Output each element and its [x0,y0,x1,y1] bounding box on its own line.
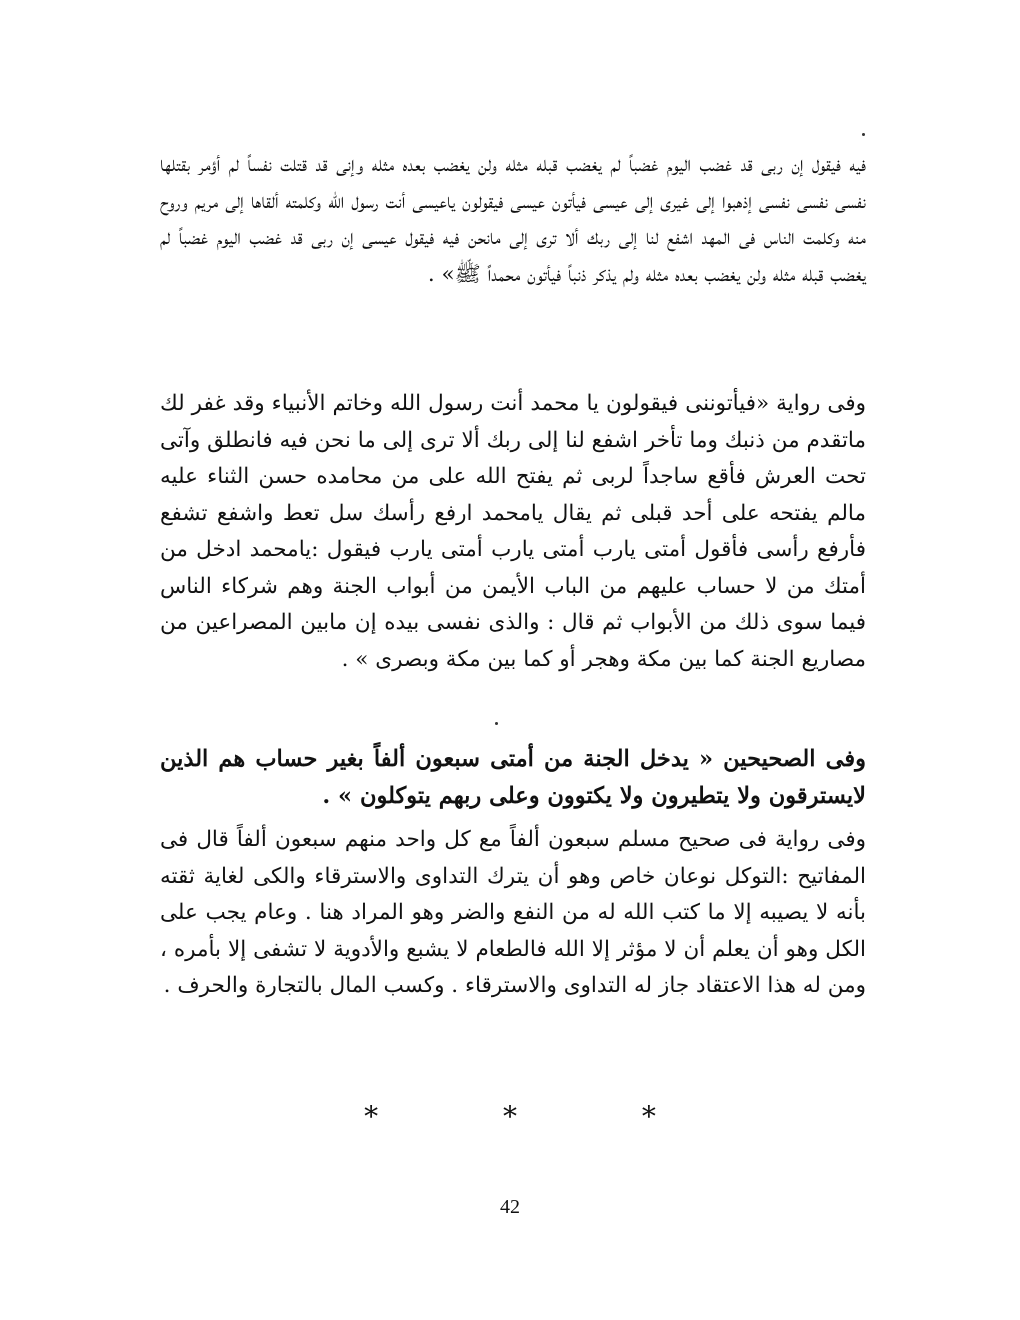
paragraph-1: فيه فيقول إن ربى قد غضب اليوم غضباً لم يغضب قبله مثله ولن يغضب بعده مثله وإنى قد قتلت نفساً لم أؤمر بقتلها نفسى نفسى نفسى إذهبوا إلى غيرى إلى عيسى فيأتون عيسى فيقولون ياعيسى أنت رسول الله وكلمته ألقاها إلى مريم وروح منه وكلمت الناس فى المهد اشفع لنا إلى ربك ألا ترى إلى مانحن فيه فيقول عيسى إن ربى قد غضب اليوم غضباً لم يغضب قبله مثله ولن يغضب بعده مثله ولم يذكر ذنباً فيأتون محمداً ﷺ» . [160,152,866,287]
paragraph-3-hadith-bold: وفى الصحيحين « يدخل الجنة من أمتى سبعون ألفاً بغير حساب هم الذين لايسترقون ولا يتطيرون ولا يكتوون وعلى ربهم يتوكلون » . [160,746,866,809]
scan-dot-mark [495,722,498,725]
paragraph-2: وفى رواية «فيأتوننى فيقولون يا محمد أنت رسول الله وخاتم الأنبياء وقد غفر لك ماتقدم من ذنبك وما تأخر اشفع لنا إلى ربك ألا ترى إلى ما نحن فيه فانطلق وآتى تحت العرش فأقع ساجداً لربى ثم يفتح الله على من محامده حسن الثناء عليه مالم يفتحه على أحد قبلى ثم يقال يامحمد ارفع رأسك سل تعط واشفع تشفع فأرفع رأسى فأقول أمتى يارب أمتى يارب أمتى يارب فيقول :يامحمد ادخل من أمتك من لا حساب عليهم من الباب الأيمن من أبواب الجنة وهم شركاء الناس فيما سوى ذلك من الأبواب ثم قال : والذى نفسى بيده إن مابين المصراعين من مصاريع الجنة كما بين مكة وهجر أو كما بين مكة وبصرى » . [160,391,867,672]
section-separator-stars: * * * [364,1100,714,1133]
paragraph-4: وفى رواية فى صحيح مسلم سبعون ألفاً مع كل واحد منهم سبعون ألفاً قال فى المفاتيح :التوكل نوعان خاص وهو أن يترك التداوى والاسترقاء والكى لغاية ثقته بأنه لا يصيبه إلا ما كتب الله له من النفع والضر وهو المراد هنا . وعام يجب على الكل وهو أن يعلم أن لا مؤثر إلا الله فالطعام لا يشبع والأدوية لا تشفى إلا بأمره ، ومن له هذا الاعتقاد جاز له التداوى والاسترقاء . وكسب المال بالتجارة والحرف . [160,827,866,998]
page-number: 42 [500,1196,520,1218]
scan-dot-mark [862,133,865,136]
